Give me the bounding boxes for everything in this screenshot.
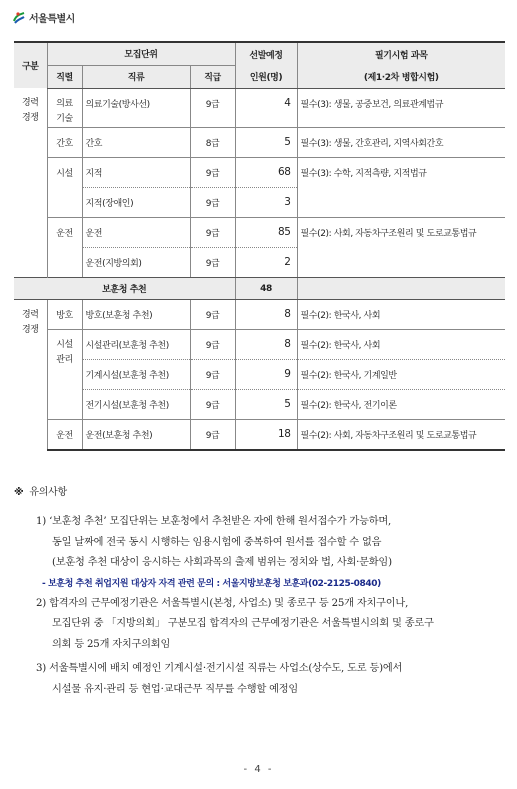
count-cell: 3 — [235, 187, 297, 217]
count-cell: 18 — [235, 420, 297, 450]
jikgeup-cell: 9급 — [190, 157, 235, 187]
jikgeup-cell: 9급 — [190, 390, 235, 420]
jikgeup-cell: 9급 — [190, 217, 235, 247]
header-jikgeup: 직급 — [190, 65, 235, 88]
count-cell: 68 — [235, 157, 297, 187]
jikryeol-cell: 시설 관리 — [47, 330, 82, 420]
seoul-logo — [12, 10, 75, 25]
logo-text: 서울특별시 — [29, 14, 75, 25]
seoul-logo-icon — [12, 11, 26, 25]
count-cell: 5 — [235, 390, 297, 420]
header-jikryeol: 직렬 — [47, 65, 82, 88]
page-number: - 4 - — [243, 764, 274, 775]
career-label: 경력 경쟁 — [21, 98, 39, 123]
note-mark-icon: ※ — [14, 487, 24, 498]
jikryu-cell: 전기시설(보훈청 추천) — [82, 390, 190, 420]
career-label: 경력 경쟁 — [21, 310, 39, 335]
jikryu-cell: 기계시설(보훈청 추천) — [82, 360, 190, 390]
jikryeol-cell: 운전 — [47, 217, 82, 277]
jikgeup-cell: 9급 — [190, 330, 235, 360]
jikryeol-cell: 운전 — [47, 420, 82, 450]
subject-cell: 필수(2): 사회, 자동차구조원리 및 도로교통법규 — [297, 217, 505, 277]
jikgeup-cell: 9급 — [190, 300, 235, 330]
header-subject-1: 필기시험 과목 — [297, 42, 505, 65]
header-subject-2: (제1·2차 병합시험) — [297, 65, 505, 88]
notes-section — [14, 483, 505, 700]
jikgeup-cell: 9급 — [190, 420, 235, 450]
count-cell: 8 — [235, 330, 297, 360]
header-unit: 모집단위 — [47, 42, 235, 65]
jikryeol-cell: 간호 — [47, 127, 82, 157]
notes-title: ※ 유의사항 — [14, 487, 67, 498]
jikryu-cell: 방호(보훈청 추천) — [82, 300, 190, 330]
note-item-3: 3) 서울특별시에 배치 예정인 기계시설·전기시설 직류는 사업소(상수도, 도로 등)에서 시설물 유지·관리 등 현업·교대근무 직무를 수행할 예정임 — [36, 663, 403, 695]
jikryeol-cell: 시설 — [47, 157, 82, 217]
jikgeup-cell: 9급 — [190, 247, 235, 277]
jikryu-cell: 운전 — [82, 217, 190, 247]
contact-note: - 보훈청 추천 취업지원 대상자 자격 관련 문의 : 서울지방보훈청 보훈과(02-2125-0840) — [42, 578, 381, 589]
note-item-1: 1) ‘보훈청 추천’ 모집단위는 보훈청에서 추천받은 자에 한해 원서접수가 가능하며, 동일 날짜에 전국 동시 시행하는 임용시험에 중복하여 원서를 접수할 수 없음 (보훈청 추천 대상이 응시하는 사회과목의 출제 범위는 정치와 법, 사회·문화임) — [36, 516, 392, 568]
count-cell: 4 — [235, 88, 297, 127]
special-count: 48 — [235, 278, 297, 300]
count-cell: 5 — [235, 127, 297, 157]
special-empty — [297, 278, 505, 300]
jikryeol-cell: 의료 기술 — [47, 88, 82, 127]
jikryu-cell: 운전(지방의회) — [82, 247, 190, 277]
jikgeup-cell: 9급 — [190, 360, 235, 390]
note-item-2: 2) 합격자의 근무예정기관은 서울특별시(본청, 사업소) 및 종로구 등 25개 자치구이나, 모집단위 중 「지방의회」 구분모집 합격자의 근무예정기관은 서울특별시의회 및 종로구 의회 등 25개 자치구의회임 — [36, 597, 434, 650]
subject-cell: 필수(3): 생물, 공중보건, 의료관계법규 — [297, 88, 505, 127]
header-seonbal-2: 인원(명) — [235, 65, 297, 88]
header-jikryu: 직류 — [82, 65, 190, 88]
jikryu-cell: 간호 — [82, 127, 190, 157]
jikgeup-cell: 9급 — [190, 187, 235, 217]
jikryu-cell: 지적(장애인) — [82, 187, 190, 217]
subject-cell: 필수(2): 한국사, 기계일반 — [297, 360, 505, 390]
count-cell: 9 — [235, 360, 297, 390]
recruitment-table — [14, 41, 505, 451]
header-seonbal-1: 선발예정 — [235, 42, 297, 65]
jikryu-cell: 지적 — [82, 157, 190, 187]
count-cell: 2 — [235, 247, 297, 277]
subject-cell: 필수(2): 사회, 자동차구조원리 및 도로교통법규 — [297, 420, 505, 450]
jikryeol-cell: 방호 — [47, 300, 82, 330]
header-gubun: 구분 — [14, 42, 47, 88]
jikgeup-cell: 9급 — [190, 88, 235, 127]
subject-cell: 필수(3): 수학, 지적측량, 지적법규 — [297, 157, 505, 217]
jikryu-cell: 시설관리(보훈청 추천) — [82, 330, 190, 360]
jikryu-cell: 의료기술(방사선) — [82, 88, 190, 127]
jikryu-cell: 운전(보훈청 추천) — [82, 420, 190, 450]
subject-cell: 필수(2): 한국사, 사회 — [297, 300, 505, 330]
jikgeup-cell: 8급 — [190, 127, 235, 157]
count-cell: 85 — [235, 217, 297, 247]
count-cell: 8 — [235, 300, 297, 330]
subject-cell: 필수(2): 한국사, 사회 — [297, 330, 505, 360]
subject-cell: 필수(2): 한국사, 전기이론 — [297, 390, 505, 420]
special-label: 보훈청 추천 — [14, 278, 235, 300]
subject-cell: 필수(3): 생물, 간호관리, 지역사회간호 — [297, 127, 505, 157]
